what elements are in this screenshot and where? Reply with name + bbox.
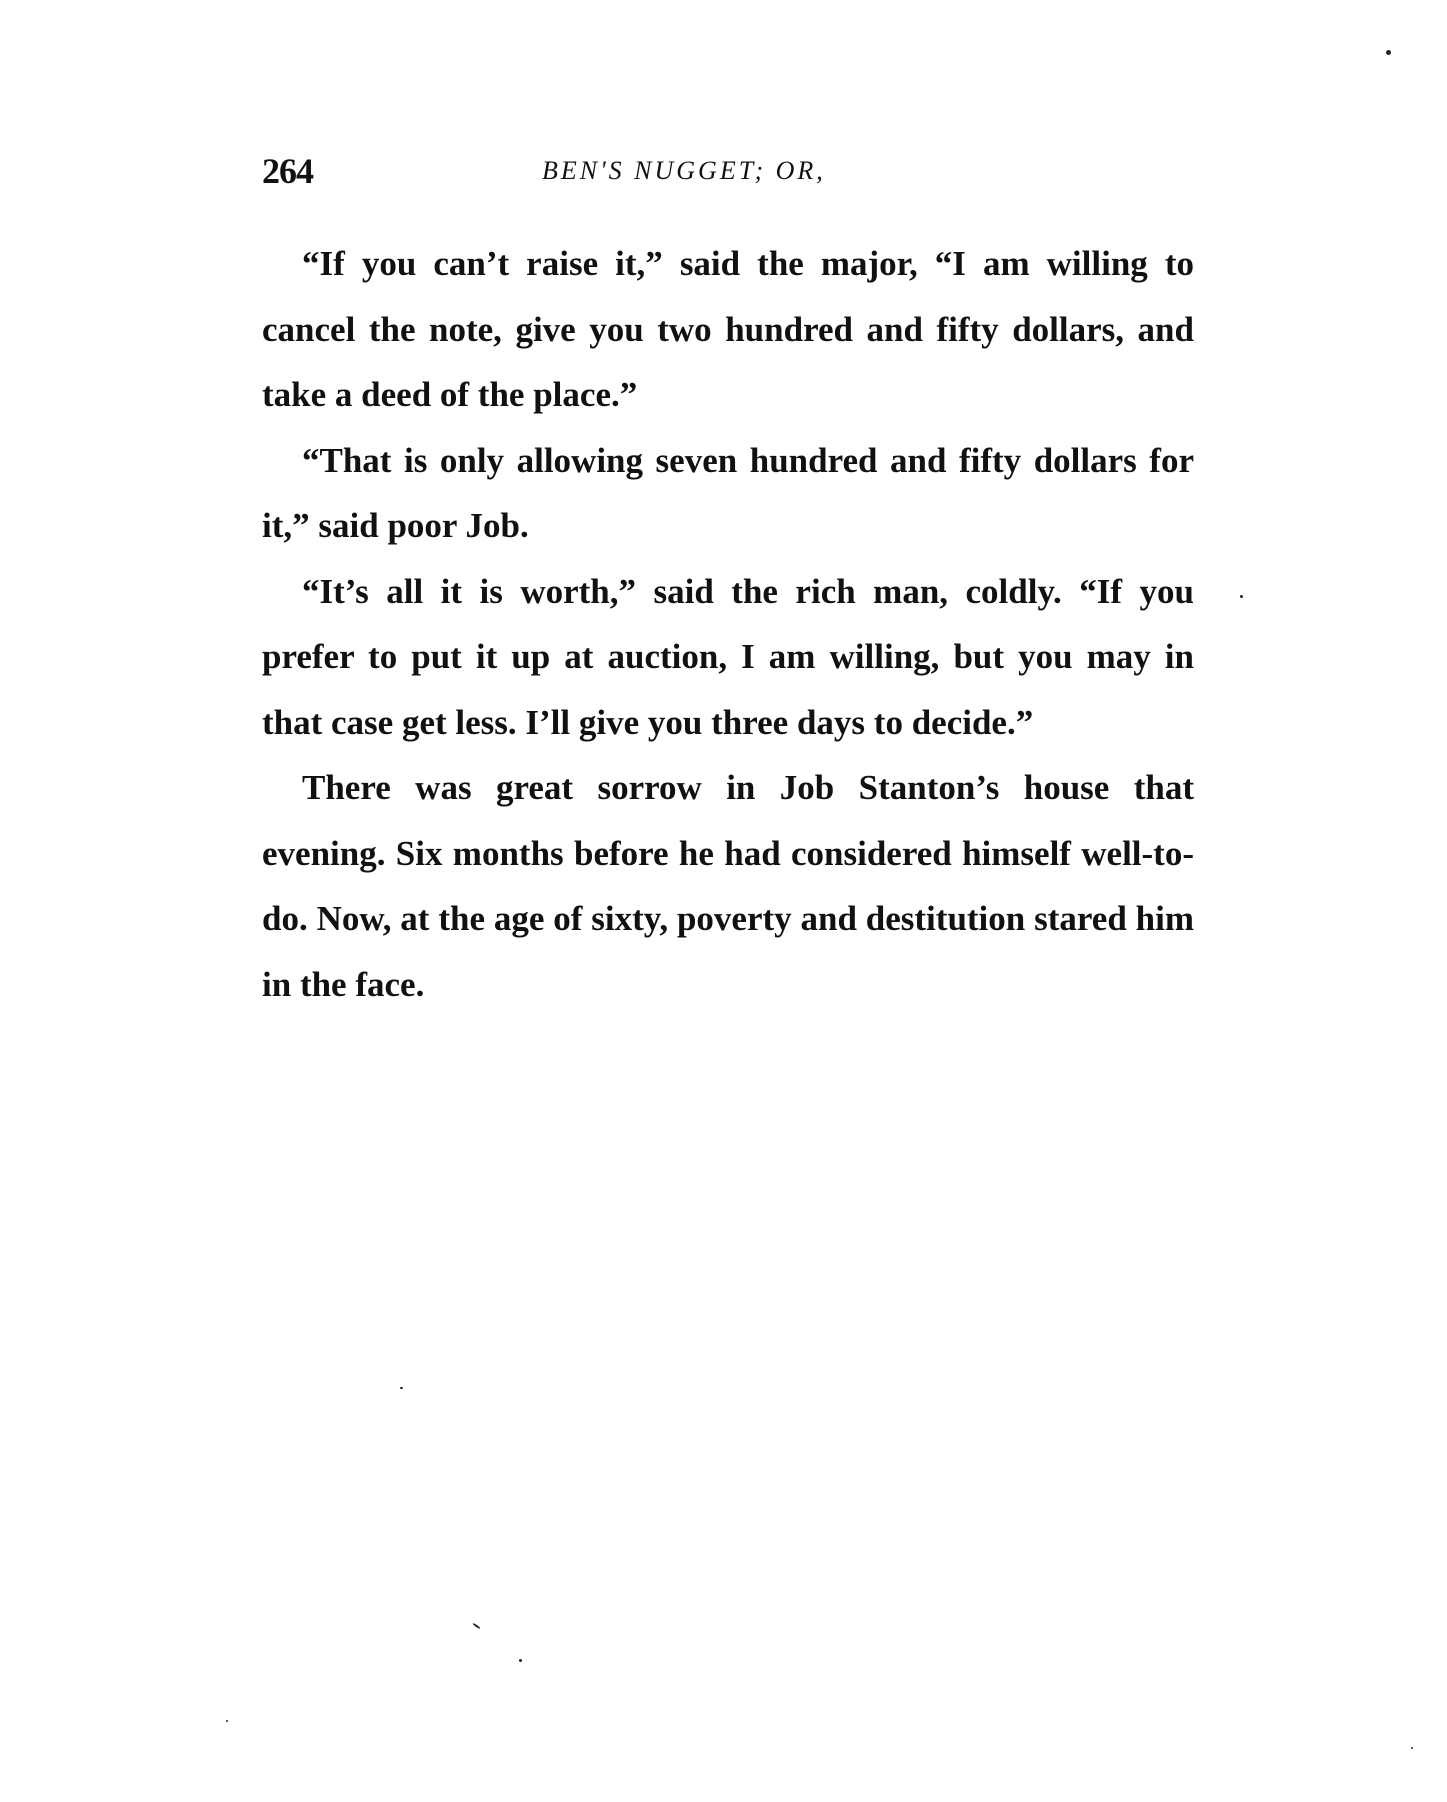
paragraph: There was great sorrow in Job Stanton’s house that evening. Six months before he had considered himself well-to-do. Now, at the age of sixty, poverty and destitution stared him in the face.: [262, 768, 1194, 1004]
page-number: 264: [262, 151, 313, 191]
scan-speck: [400, 1387, 403, 1389]
scan-speck: [1386, 50, 1391, 55]
running-head: BEN'S NUGGET; OR,: [542, 156, 826, 185]
body-text: [262, 231, 1194, 1017]
scan-speck: [472, 1623, 481, 1630]
paragraph: “That is only allowing seven hundred and fifty dollars for it,” said poor Job.: [262, 440, 1194, 545]
scan-speck: [1240, 595, 1243, 598]
page-header: [262, 150, 1194, 200]
scan-speck: [519, 1659, 522, 1662]
scan-speck: [226, 1720, 228, 1722]
paragraph: “If you can’t raise it,” said the major, “I am willing to cancel the note, give you two hundred and fifty dollars, and take a deed of the place.”: [262, 244, 1194, 414]
scan-speck: [1411, 1747, 1413, 1749]
paragraph: “It’s all it is worth,” said the rich man, coldly. “If you prefer to put it up at auction, I am willing, but you may in that case get less. I’ll give you three days to decide.”: [262, 571, 1194, 742]
